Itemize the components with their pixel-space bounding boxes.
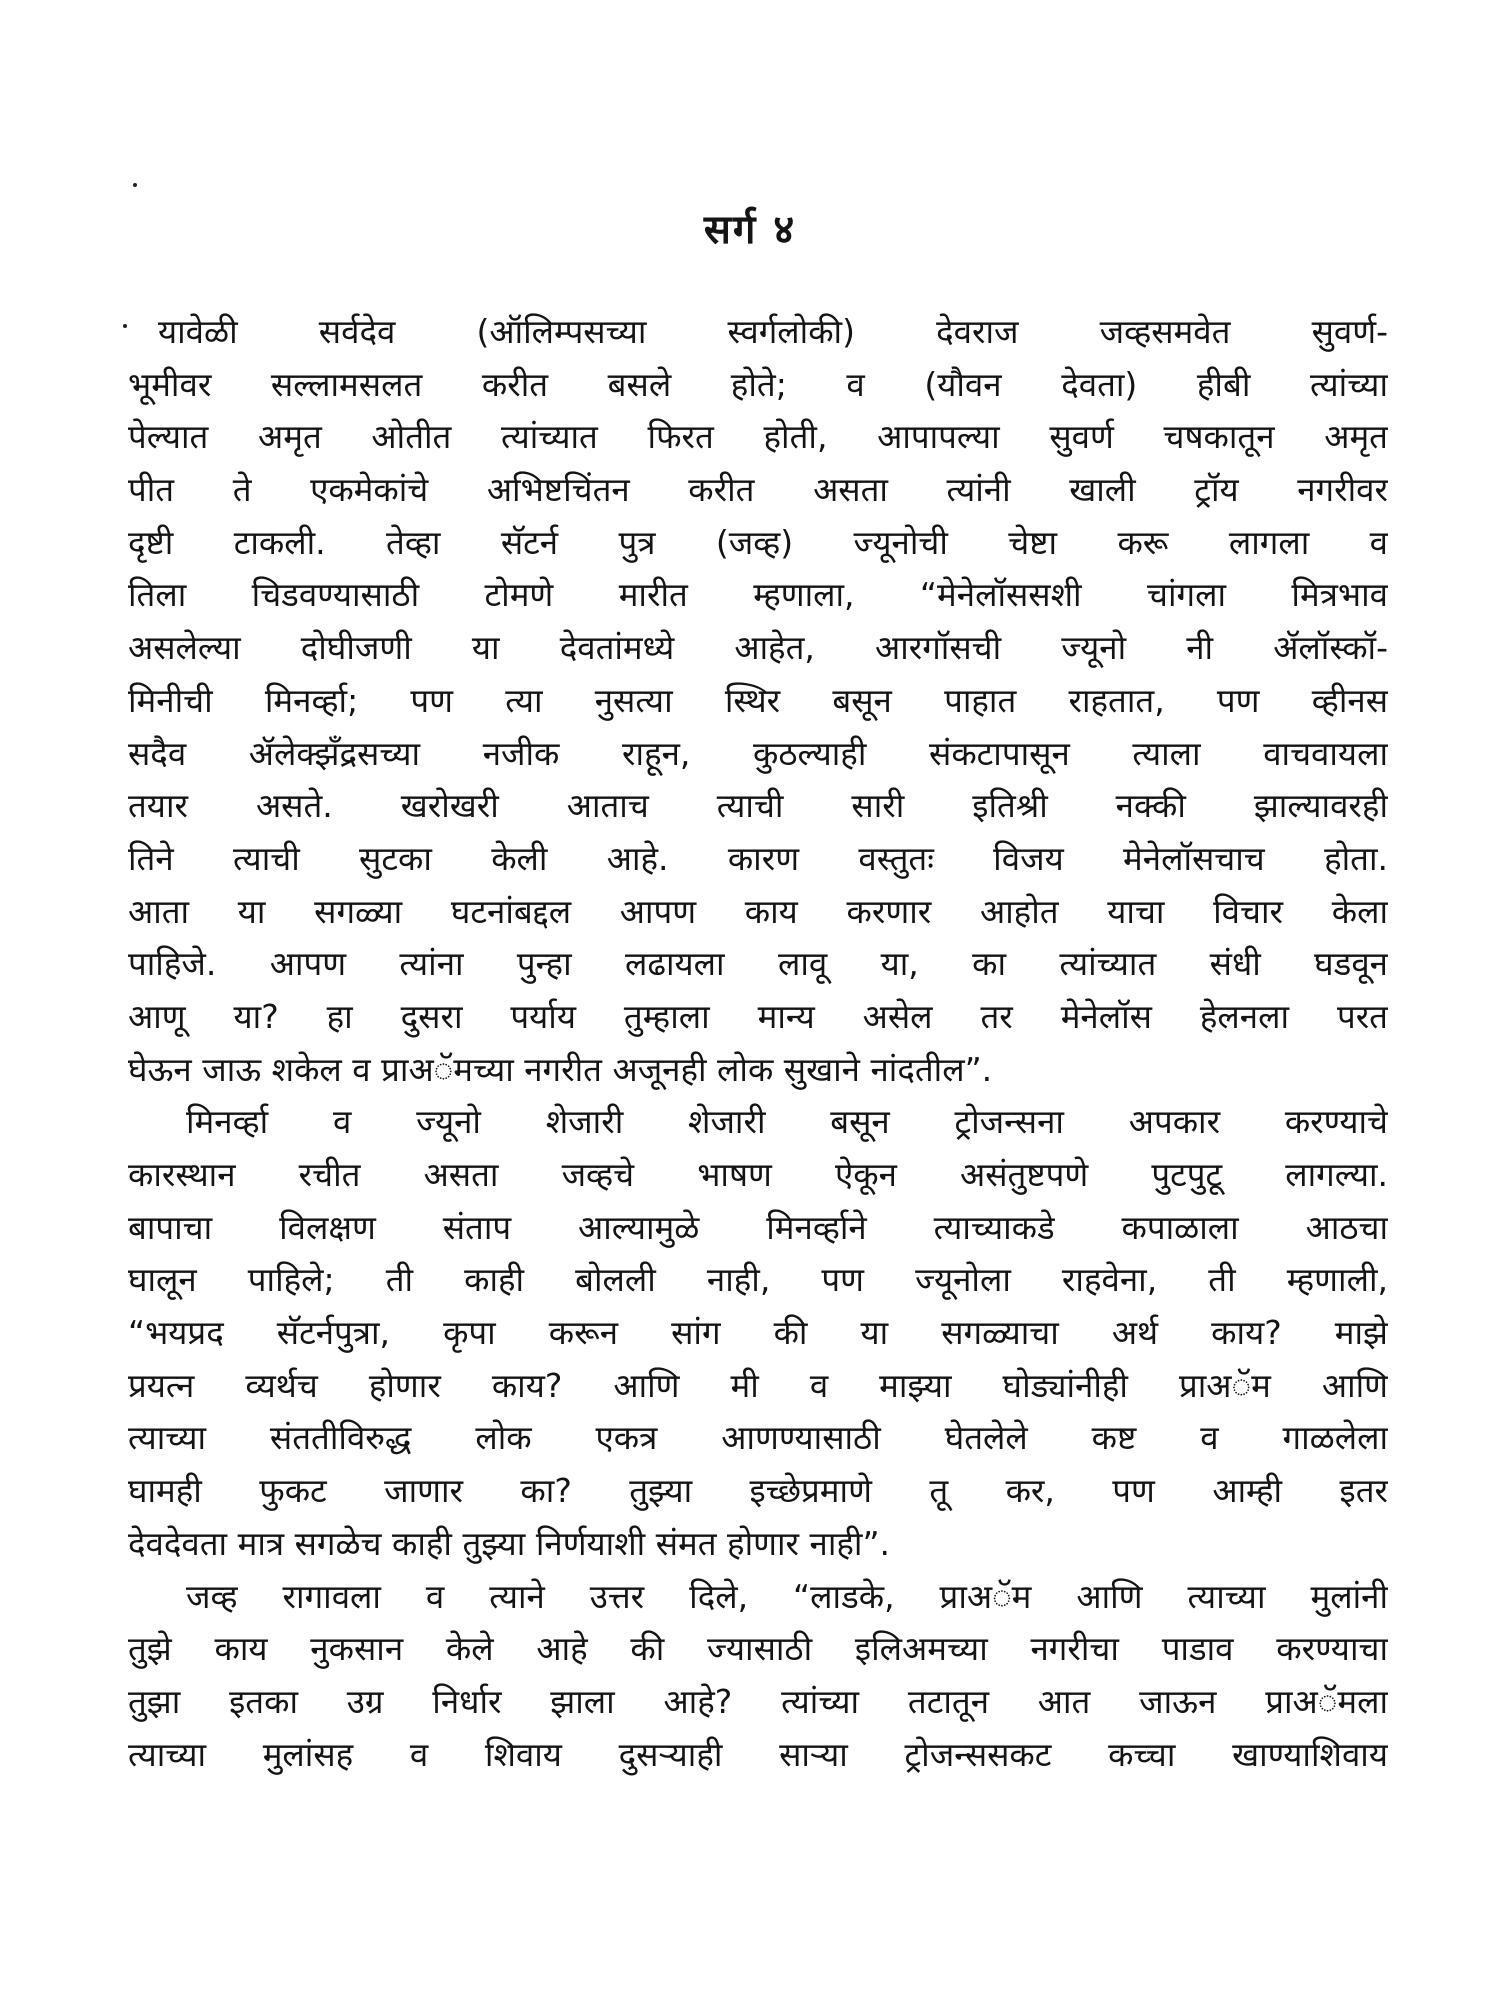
text-line: आणू या? हा दुसरा पर्याय तुम्हाला मान्य असेल तर मेनेलॉस हेलनला परत [128, 996, 1388, 1036]
text-line: त्याच्या मुलांसह व शिवाय दुसऱ्याही साऱ्या ट्रोजन्ससकट कच्चा खाण्याशिवाय [128, 1734, 1388, 1774]
text-line: मिनीची मिनर्व्हा; पण त्या नुसत्या स्थिर बसून पाहात राहतात, पण व्हीनस [128, 680, 1388, 720]
text-line: तुझे काय नुकसान केले आहे की ज्यासाठी इलिअमच्या नगरीचा पाडाव करण्याचा [128, 1629, 1388, 1669]
text-line: पेल्यात अमृत ओतीत त्यांच्यात फिरत होती, आपापल्या सुवर्ण चषकातून अमृत [128, 417, 1388, 457]
text-line: पाहिजे. आपण त्यांना पुन्हा लढायला लावू या, का त्यांच्यात संधी घडवून [128, 944, 1388, 984]
chapter-title: सर्ग ४ [703, 207, 797, 253]
text-line: कारस्थान रचीत असता जव्हचे भाषण ऐकून असंतुष्टपणे पुटपुटू लागल्या. [128, 1155, 1388, 1194]
text-line: तयार असते. खरोखरी आताच त्याची सारी इतिश्री नक्की झाल्यावरही [128, 786, 1388, 826]
text-line: पीत ते एकमेकांचे अभिष्टचिंतन करीत असता त्यांनी खाली ट्रॉय नगरीवर [128, 470, 1388, 510]
body-text [128, 306, 1388, 1781]
text-line: जव्ह रागावला व त्याने उत्तर दिले, “लाडके, प्राअॅम आणि त्याच्या मुलांनी [186, 1576, 1388, 1616]
text-line: घेऊन जाऊ शकेल व प्राअॅमच्या नगरीत अजूनही लोक सुखाने नांदतील”. [128, 1049, 993, 1089]
text-line: मिनर्व्हा व ज्यूनो शेजारी शेजारी बसून ट्रोजन्सना अपकार करण्याचे [186, 1102, 1388, 1142]
text-line: असलेल्या दोघीजणी या देवतांमध्ये आहेत, आरगॉसची ज्यूनो नी ॲलॉस्कॉ- [128, 628, 1388, 668]
text-line: आता या सगळ्या घटनांबद्दल आपण काय करणार आहोत याचा विचार केला [128, 891, 1388, 931]
text-line: “भयप्रद सॅटर्नपुत्रा, कृपा करून सांग की या सगळ्याचा अर्थ काय? माझे [128, 1313, 1388, 1353]
text-line: प्रयत्न व्यर्थच होणार काय? आणि मी व माझ्या घोड्यांनीही प्राअॅम आणि [128, 1365, 1388, 1405]
text-line: घामही फुकट जाणार का? तुझ्या इच्छेप्रमाणे तू कर, पण आम्ही इतर [128, 1471, 1388, 1511]
text-line: तिने त्याची सुटका केली आहे. कारण वस्तुतः विजय मेनेलॉसचाच होता. [128, 838, 1388, 878]
text-line: बापाचा विलक्षण संताप आल्यामुळे मिनर्व्हाने त्याच्याकडे कपाळाला आठचा [128, 1207, 1388, 1247]
text-line: घालून पाहिले; ती काही बोलली नाही, पण ज्यूनोला राहवेना, ती म्हणाली, [128, 1260, 1388, 1300]
print-speck [133, 183, 137, 187]
text-line: देवदेवता मात्र सगळेच काही तुझ्या निर्णयाशी संमत होणार नाही”. [128, 1523, 891, 1563]
text-line: दृष्टी टाकली. तेव्हा सॅटर्न पुत्र (जव्ह) ज्यूनोची चेष्टा करू लागला व [128, 522, 1388, 562]
print-speck [123, 324, 127, 328]
text-line: तिला चिडवण्यासाठी टोमणे मारीत म्हणाला, “मेनेलॉससशी चांगला मित्रभाव [128, 575, 1388, 615]
text-line: तुझा इतका उग्र निर्धार झाला आहे? त्यांच्या तटातून आत जाऊन प्राअॅमला [128, 1681, 1388, 1721]
text-line: त्याच्या संततीविरुद्ध लोक एकत्र आणण्यासाठी घेतलेले कष्ट व गाळलेला [128, 1418, 1388, 1458]
text-line: यावेळी सर्वदेव (ऑलिम्पसच्या स्वर्गलोकी) देवराज जव्हसमवेत सुवर्ण- [158, 312, 1388, 351]
text-line: भूमीवर सल्लामसलत करीत बसले होते; व (यौवन देवता) हीबी त्यांच्या [128, 364, 1388, 404]
text-line: सदैव ॲलेक्झँद्रसच्या नजीक राहून, कुठल्याही संकटापासून त्याला वाचवायला [128, 733, 1388, 773]
